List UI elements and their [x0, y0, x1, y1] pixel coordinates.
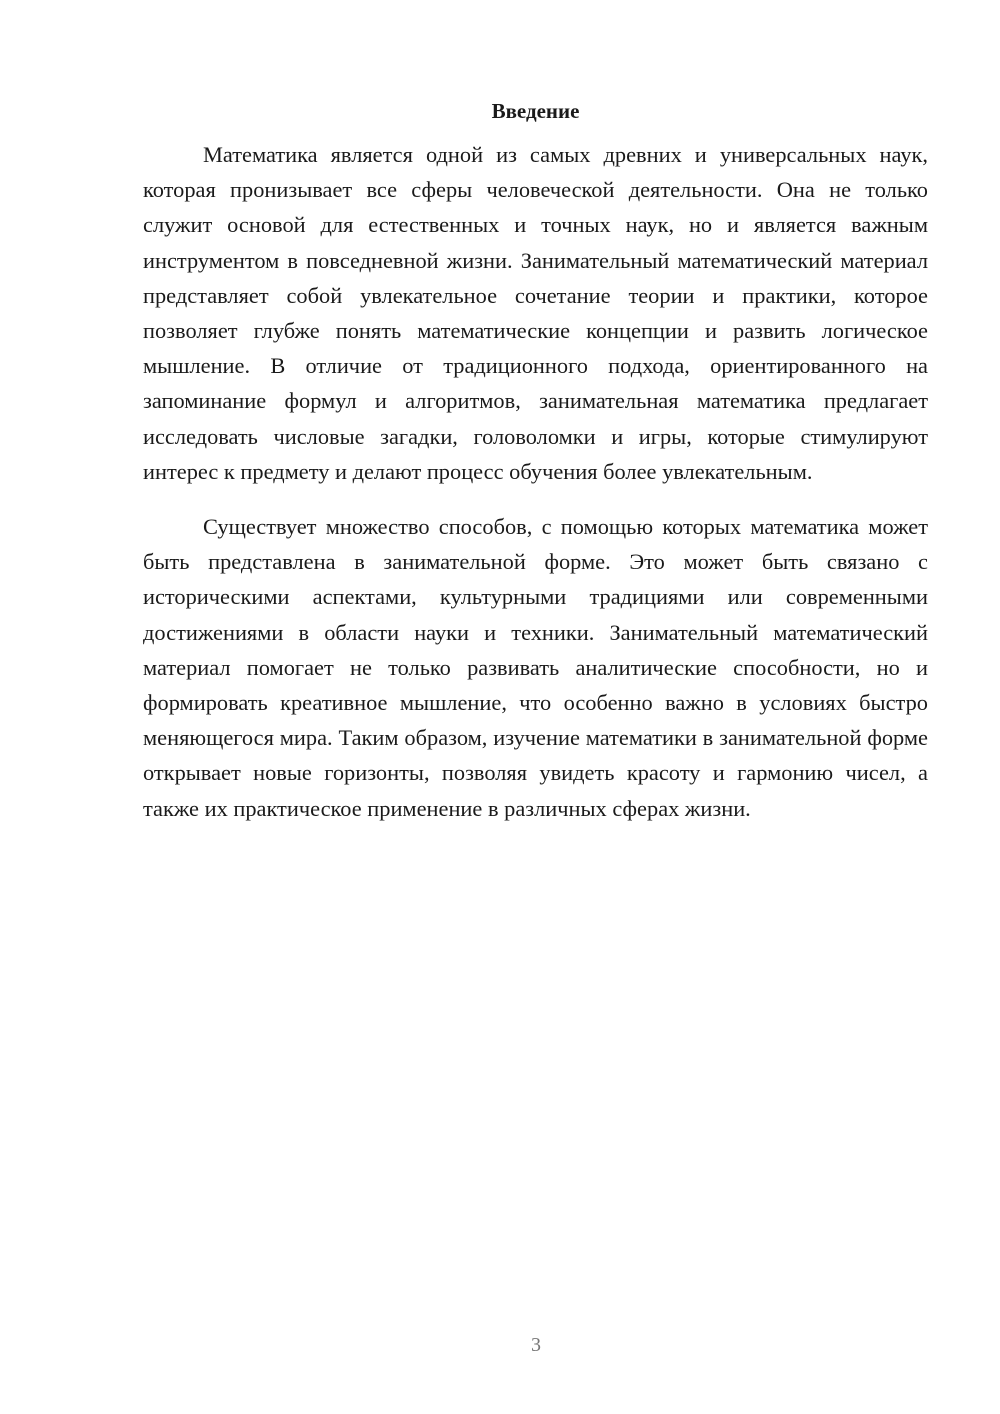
paragraph-intro: Математика является одной из самых древних и универсальных наук, которая пронизывает все сферы человеческой деятельности. Она не только служит основой для естественных и точных наук, но и является важным инструментом в повседневной жизни. Занимательный математический материал представляет собой увлекательное сочетание теории и практики, которое позволяет глубже понять математические концепции и развить логическое мышление. В отличие от традиционного подхода, ориентированного на запоминание формул и алгоритмов, занимательная математика предлагает исследовать числовые загадки, головоломки и игры, которые стимулируют интерес к предмету и делают процесс обучения более увлекательным.: [143, 142, 928, 484]
section-title: Введение: [491, 99, 580, 123]
page-number: 3: [531, 1334, 541, 1356]
paragraph-methods: Существует множество способов, с помощью которых математика может быть представлена в занимательной форме. Это может быть связано с историческими аспектами, культурными традициями или современными достижениями в области науки и техники. Занимательный математический материал помогает не только развивать аналитические способности, но и формировать креативное мышление, что особенно важно в условиях быстро меняющегося мира. Таким образом, изучение математики в занимательной форме открывает новые горизонты, позволяя увидеть красоту и гармонию чисел, а также их практическое применение в различных сферах жизни.: [143, 514, 928, 821]
document-page: [143, 95, 928, 826]
